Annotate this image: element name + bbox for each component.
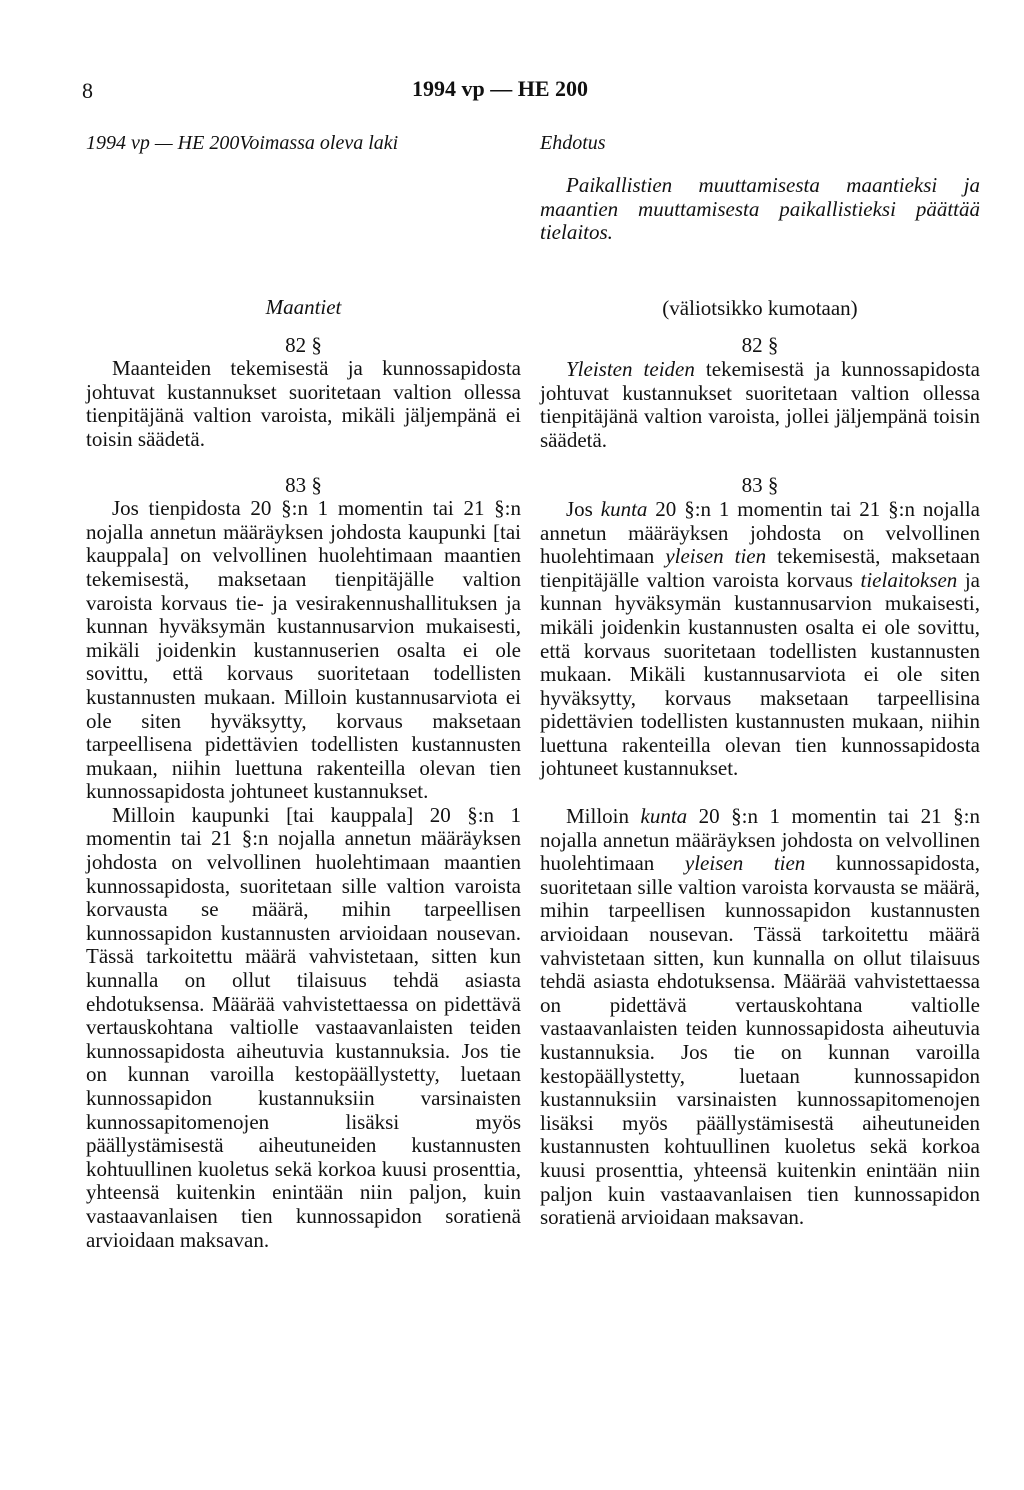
section-heading-maantiet: Maantiet xyxy=(265,295,342,319)
proposal-intro: Paikallistien muuttamisesta maantieksi ja maantien muuttamisesta paikallistieksi päättää tielaitos. xyxy=(540,173,980,245)
proposal-section-83-paragraph-2 xyxy=(540,805,980,1230)
text-span: 20 §:n 1 momentin tai 21 §:n nojalla annetun määräyksen johdosta on velvollinen huolehtimaan xyxy=(540,804,980,876)
text-span: 20 §:n 1 momentin tai 21 §:n nojalla annetun määräyksen johdosta on velvollinen huolehtimaan xyxy=(540,496,980,569)
section-82-text: Maanteiden tekemisestä ja kunnossapidosta johtuvat kustannukset suoritetaan valtion ollessa tienpitäjänä valtion varoista, mikäli jäljempänä ei toisin säädetä. xyxy=(86,356,521,451)
proposal-section-83-label: 83 § xyxy=(741,473,779,498)
page-number: 8 xyxy=(82,78,93,103)
italic-term: kunta xyxy=(600,496,648,521)
text-span: Milloin xyxy=(566,804,641,829)
section-82-label: 82 § xyxy=(285,332,322,357)
italic-term: Yleisten teiden xyxy=(566,356,695,381)
subheading-note: (väliotsikko kumotaan) xyxy=(662,295,858,320)
left-column-title: 1994 vp — HE 200Voimassa oleva laki xyxy=(86,132,399,154)
italic-term: kunta xyxy=(640,804,688,829)
section-83-paragraph-2: Milloin kaupunki [tai kauppala] 20 §:n 1 momentin tai 21 §:n nojalla annetun määräyksen johdosta on velvollinen huolehtimaan maantien kunnossapidosta, suoritetaan sille valtion varoista korvausta se määrä, mihin tarpeellisen kunnossapidon kustannusten arvioidaan nousevan. Tässä tarkoitettu määrä vahvistetaan, sitten kun kunnalla on ollut tilaisuus tehdä asiasta ehdotuksensa. Määrää vahvistettaessa on pidettävä vertauskohtana valtiolle vastaavanlaisten teiden kunnossapidosta aiheutuvia kustannuksia. Jos tie on kunnan varoilla kestopäällystetty, luetaan kunnossapidon kustannuksiin varsinaisten kunnossapitomenojen lisäksi myös päällystämisestä aiheutuneiden kustannusten kohtuullinen kuoletus sekä korkoa kuusi prosenttia, yhteensä kuitenkin enintään niin paljon, kuin vastaavanlaisen tien kunnossapidon soratienä arvioidaan maksavan. xyxy=(86,802,521,1252)
right-column-title: Ehdotus xyxy=(540,132,606,154)
italic-term: yleisen tien xyxy=(684,851,806,876)
proposal-column xyxy=(540,174,980,1230)
italic-term: yleisen tien xyxy=(665,544,767,569)
text-span: Jos xyxy=(566,496,601,521)
proposal-section-83-paragraph-1 xyxy=(540,498,980,781)
current-law-column xyxy=(86,296,521,1252)
italic-term: tielaitoksen xyxy=(860,567,958,592)
section-83-label: 83 § xyxy=(285,472,322,497)
text-span: tekemisestä ja kunnossapidosta johtuvat kustannukset suoritetaan valtion ollessa tienpitäjänä valtion varoista, jollei jäljempänä toisin säädetä. xyxy=(540,356,980,452)
section-83-paragraph-1: Jos tienpidosta 20 §:n 1 momentin tai 21 §:n nojalla annetun määräyksen johdosta kaupunki [tai kauppala] on velvollinen huolehtimaan maantien tekemisestä, maksetaan tienpitäjälle valtion varoista korvaus tie- ja vesirakennushallituksen ja kunnan hyväksymän kustannusarvion mukaisesti, mikäli joidenkin kustannuserien osalta ei ole sovittu, että korvaus suoritetaan todellisten kustannusten mukaan. Milloin kustannusarviota ei ole siten hyväksytty, korvaus maksetaan tarpeellisena pidettävien todellisten kustannusten mukaan, niihin luettuna rakenteilla olevan tien kunnossapidosta johtuneet kustannukset. xyxy=(86,496,521,804)
proposal-section-82-text xyxy=(540,358,980,452)
text-span: kunnossapidosta, suoritetaan sille valtion varoista korvausta se määrä, mihin tarpeellisen kunnossapidon kustannusten arvioidaan nousevan. Tässä tarkoitettu määrä vahvistetaan sitten, kun kunnalla on ollut tilaisuus tehdä asiasta ehdotuksensa. Määrää vahvistettaessa on pidettävä vertauskohtana valtiolle vastaavanlaisten teiden kunnossapidosta aiheutuvia kustannuksia. Jos tie on kunnan varoilla kestopäällystetty, luetaan kunnossapidon kustannuksiin varsinaisten kunnossapitomenojen lisäksi myös päällystämisestä aiheutuneiden kustannusten kohtuullinen kuoletus sekä korkoa kuusi prosenttia, yhteensä kuitenkin enintään niin paljon kuin vastaavanlaisen tien kunnossapidon soratienä arvioidaan maksavan. xyxy=(540,851,980,1230)
text-span: ja kunnan hyväksymän kustannusarvion mukaisesti, mikäli joidenkin kustannusten osalta ei ole sovittu, että korvaus suoritetaan todellisten kustannusten mukaan. Mikäli kustannusarviota ei ole siten hyväksytty, korvaus maksetaan tarpeellisina pidettävien todellisten kustannusten mukaan, niihin luettuna rakenteilla olevan tien kunnossapidosta johtuneet kustannukset. xyxy=(540,567,980,781)
proposal-section-82-label: 82 § xyxy=(741,333,779,358)
running-header: 1994 vp — HE 200 xyxy=(412,76,589,101)
text-span: tekemisestä, maksetaan tienpitäjälle valtion varoista korvaus xyxy=(540,544,980,592)
